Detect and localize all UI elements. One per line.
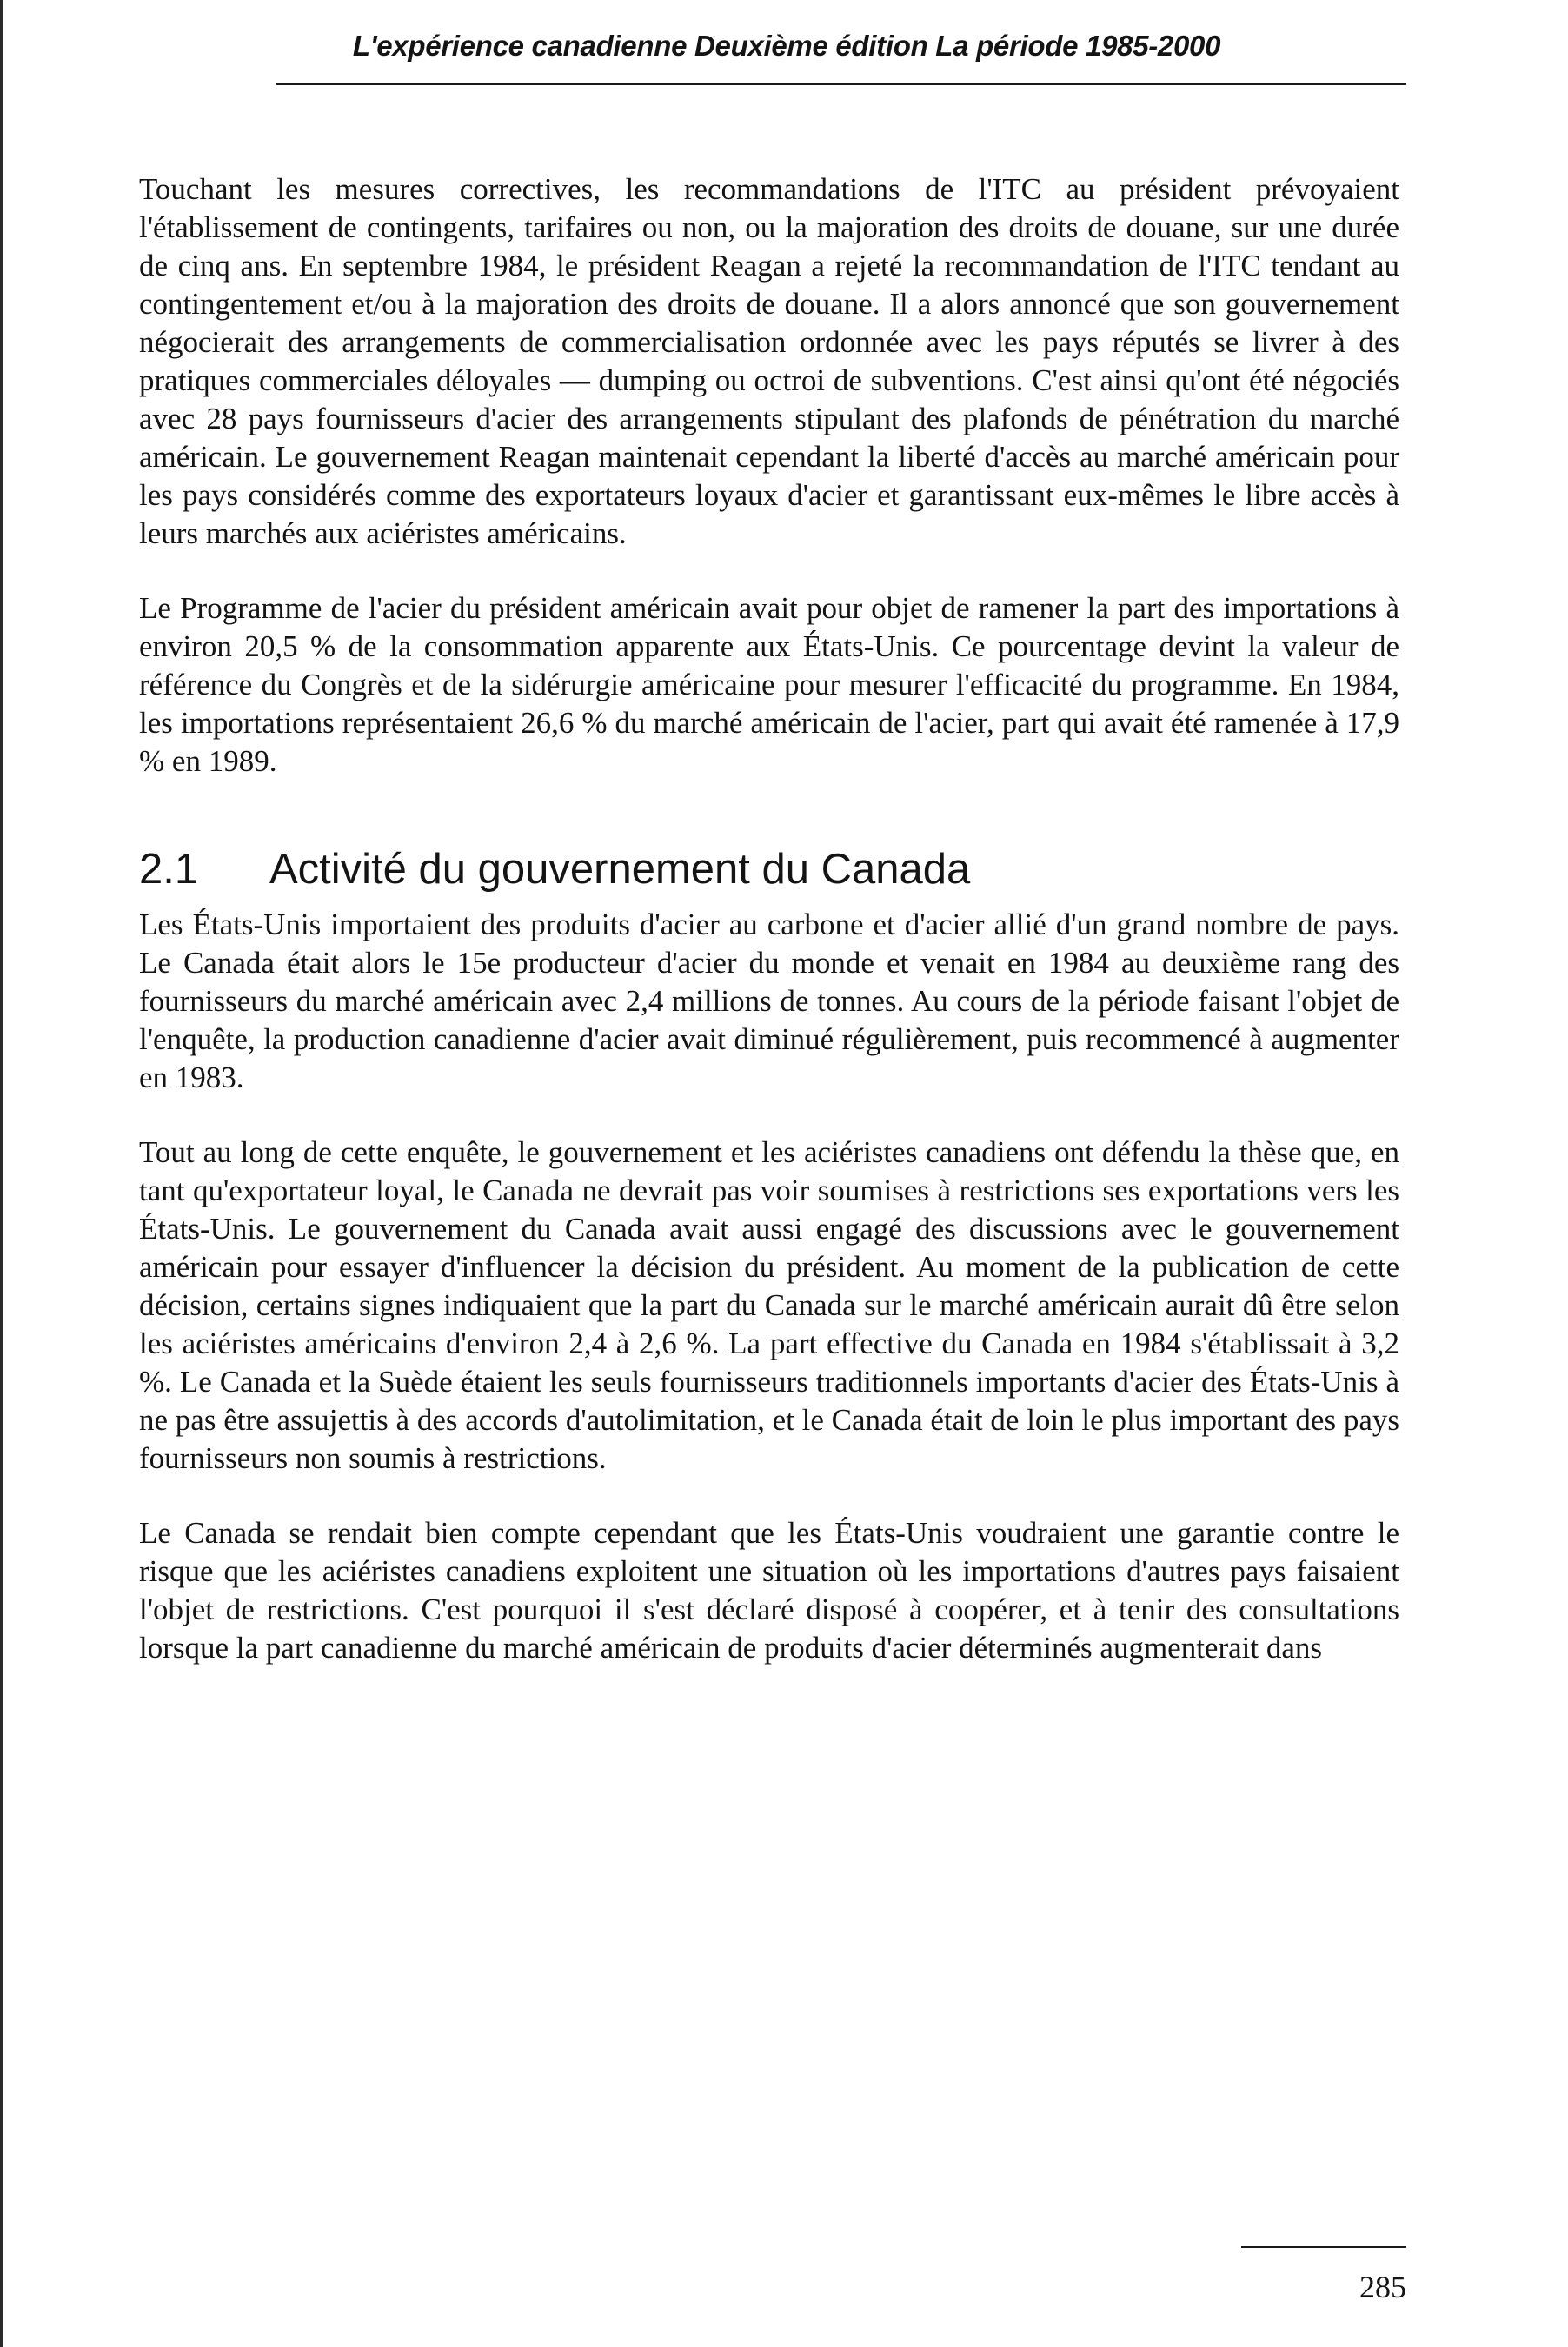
page-number: 285 xyxy=(1359,2270,1406,2304)
section-number: 2.1 xyxy=(139,846,199,893)
page-body xyxy=(139,170,1399,1704)
paragraph-corrective-measures: Touchant les mesures correctives, les recommandations de l'ITC au président prévoyaient l'établissement de contingents, tarifaires ou non, ou la majoration des droits de douane, sur une durée de cinq ans. En septembre 1984, le président Reagan a rejeté la recommandation de l'ITC tendant au contingentement et/ou à la majoration des droits de douane. Il a alors annoncé que son gouvernement négocierait des arrangements de commercialisation ordonnée avec les pays réputés se livrer à des pratiques commerciales déloyales — dumping ou octroi de subventions. C'est ainsi qu'ont été négociés avec 28 pays fournisseurs d'acier des arrangements stipulant des plafonds de pénétration du marché américain. Le gouvernement Reagan maintenait cependant la liberté d'accès au marché américain pour les pays considérés comme des exportateurs loyaux d'acier et garantissant eux-mêmes le libre accès à leurs marchés aux aciéristes américains. xyxy=(139,172,1399,550)
paragraph-steel-program: Le Programme de l'acier du président américain avait pour objet de ramener la part des importations à environ 20,5 % de la consommation apparente aux États-Unis. Ce pourcentage devint la valeur de référence du Congrès et de la sidérurgie américaine pour mesurer l'efficacité du programme. En 1984, les importations représentaient 26,6 % du marché américain de l'acier, part qui avait été ramenée à 17,9 % en 1989. xyxy=(139,591,1399,778)
section-title: Activité du gouvernement du Canada xyxy=(269,846,971,893)
section-heading xyxy=(139,843,1399,895)
paragraph-canadian-position: Tout au long de cette enquête, le gouvernement et les aciéristes canadiens ont défendu la thèse que, en tant qu'exportateur loyal, le Canada ne devrait pas voir soumises à restrictions ses exportations vers les États-Unis. Le gouvernement du Canada avait aussi engagé des discussions avec le gouvernement américain pour essayer d'influencer la décision du président. Au moment de la publication de cette décision, certains signes indiquaient que la part du Canada sur le marché américain aurait dû être selon les aciéristes américains d'environ 2,4 à 2,6 %. La part effective du Canada en 1984 s'établissait à 3,2 %. Le Canada et la Suède étaient les seuls fournisseurs traditionnels importants d'acier des États-Unis à ne pas être assujettis à des accords d'autolimitation, et le Canada était de loin le plus important des pays fournisseurs non soumis à restrictions. xyxy=(139,1135,1399,1475)
paragraph-cooperation: Le Canada se rendait bien compte cependant que les États-Unis voudraient une garantie contre le risque que les aciéristes canadiens exploitent une situation où les importations d'autres pays faisaient l'objet de restrictions. C'est pourquoi il s'est déclaré disposé à coopérer, et à tenir des consultations lorsque la part canadienne du marché américain de produits d'acier déterminés augmenterait dans xyxy=(139,1516,1399,1665)
header-rule xyxy=(276,83,1406,85)
running-header: L'expérience canadienne Deuxième édition La période 1985-2000 xyxy=(352,30,1221,62)
footer-rule xyxy=(1241,2246,1406,2248)
page-binding-edge xyxy=(0,0,3,2347)
paragraph-us-imports: Les États-Unis importaient des produits d'acier au carbone et d'acier allié d'un grand nombre de pays. Le Canada était alors le 15e producteur d'acier du monde et venait en 1984 au deuxième rang des fournisseurs du marché américain avec 2,4 millions de tonnes. Au cours de la période faisant l'objet de l'enquête, la production canadienne d'acier avait diminué régulièrement, puis recommencé à augmenter en 1983. xyxy=(139,908,1399,1094)
